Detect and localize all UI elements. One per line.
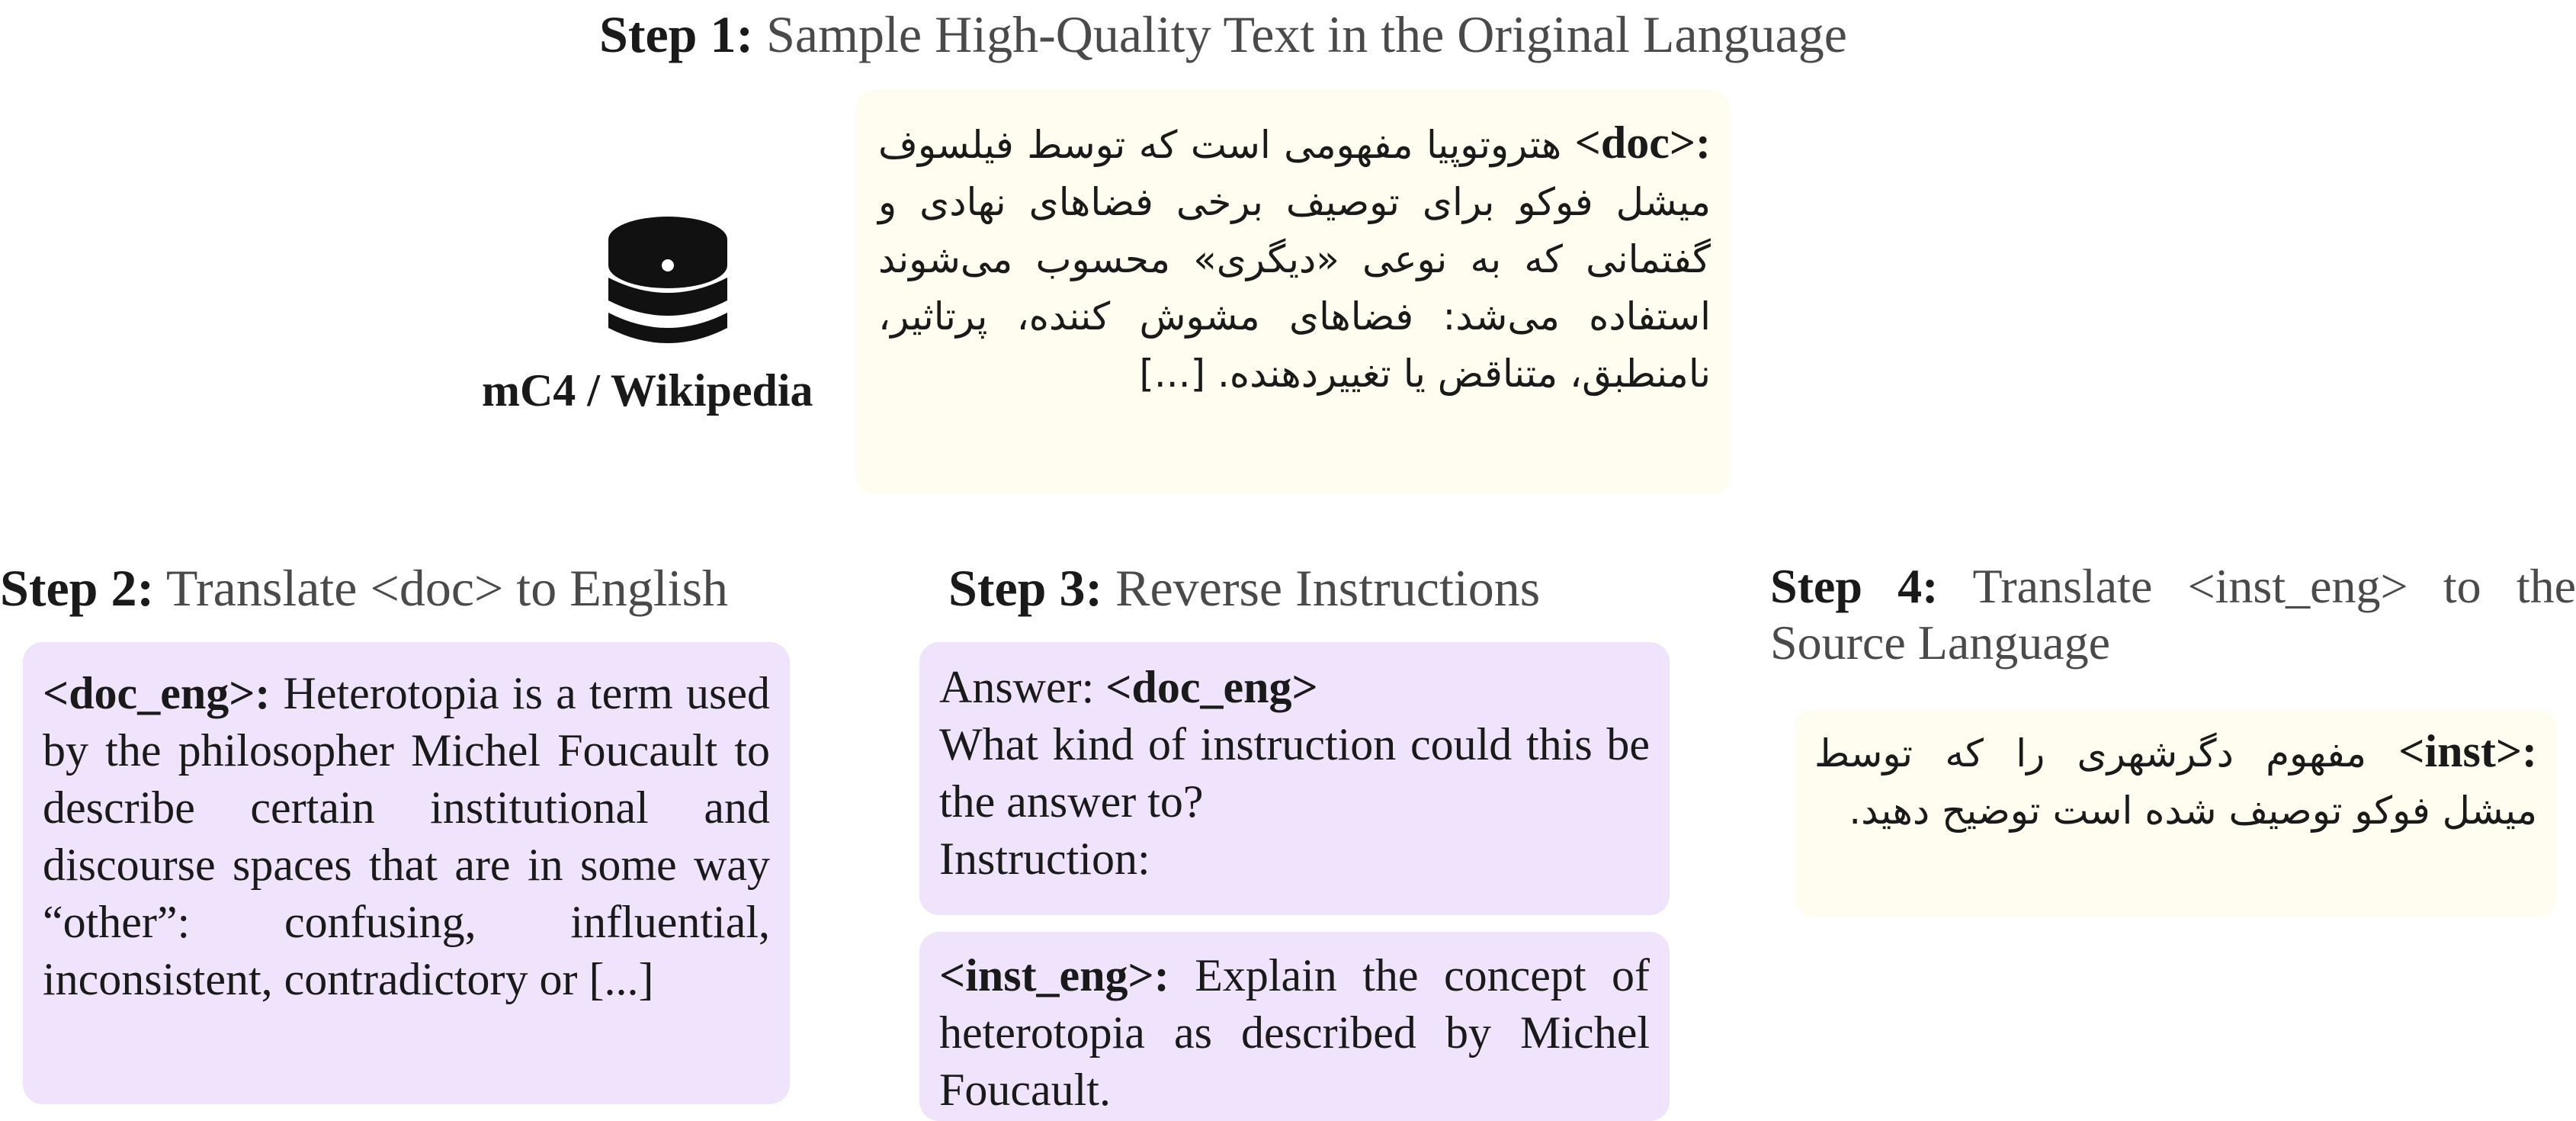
prompt-question: What kind of instruction could this be the answer to? — [939, 719, 1650, 827]
step3-title — [948, 558, 1540, 618]
prompt-box — [919, 642, 1670, 915]
source-label: mC4 / Wikipedia — [482, 365, 813, 416]
step1-text: Sample High-Quality Text in the Original Language — [766, 5, 1847, 63]
inst-eng-tag: <inst_eng>: — [939, 950, 1169, 1001]
prompt-text-block — [939, 659, 1650, 888]
prompt-instruction: Instruction: — [939, 834, 1150, 884]
step2-label: Step 2: — [0, 559, 155, 617]
doc-text-block — [878, 114, 1711, 403]
inst-persian-text: مفهوم دگرشهری را که توسط میشل فوکو توصیف شده است توضیح دهید. — [1814, 731, 2537, 833]
inst-box — [1795, 709, 2557, 917]
step3-text: Reverse Instructions — [1115, 559, 1541, 617]
inst-eng-box — [919, 932, 1670, 1121]
step2-title — [0, 558, 728, 618]
doc-eng-box — [23, 642, 790, 1104]
doc-eng-text: Heterotopia is a term used by the philosopher Michel Foucault to describe certain institutional and discourse spaces that are in some way “other”: confusing, influential, inconsistent, contradictory or [...] — [43, 668, 771, 1004]
step1-label: Step 1: — [599, 5, 754, 63]
step4-title — [1770, 558, 2576, 670]
doc-eng-text-block — [43, 665, 770, 1008]
prompt-prefix: Answer: — [939, 662, 1095, 712]
inst-eng-text: Explain the concept of heterotopia as described by Michel Foucault. — [939, 950, 1650, 1115]
doc-eng-tag: <doc_eng>: — [43, 668, 271, 718]
inst-tag: <inst>: — [2398, 726, 2537, 776]
inst-eng-text-block — [939, 947, 1650, 1119]
step4-text: Translate <inst_eng> to the Source Language — [1770, 559, 2576, 670]
doc-persian-text: هتروتوپیا مفهومی است که توسط فیلسوف میشل فوکو برای توصیف برخی فضاهای نهادی و گفتمانی که به نوعی «دیگری» محسوب می‌شوند استفاده می‌شد: فضاهای مشوش کننده، پرتاثیر، نامنطبق، متناقض یا تغییردهنده. [...] — [878, 123, 1711, 396]
inst-text-block — [1814, 723, 2537, 840]
doc-tag: <doc>: — [1574, 117, 1711, 168]
step3-label: Step 3: — [948, 559, 1103, 617]
step1-title — [599, 5, 1847, 64]
step4-label: Step 4: — [1770, 559, 1939, 613]
doc-box — [855, 90, 1731, 494]
step2-text: Translate <doc> to English — [165, 559, 729, 617]
database-icon — [607, 215, 729, 351]
prompt-tag: <doc_eng> — [1105, 662, 1318, 712]
